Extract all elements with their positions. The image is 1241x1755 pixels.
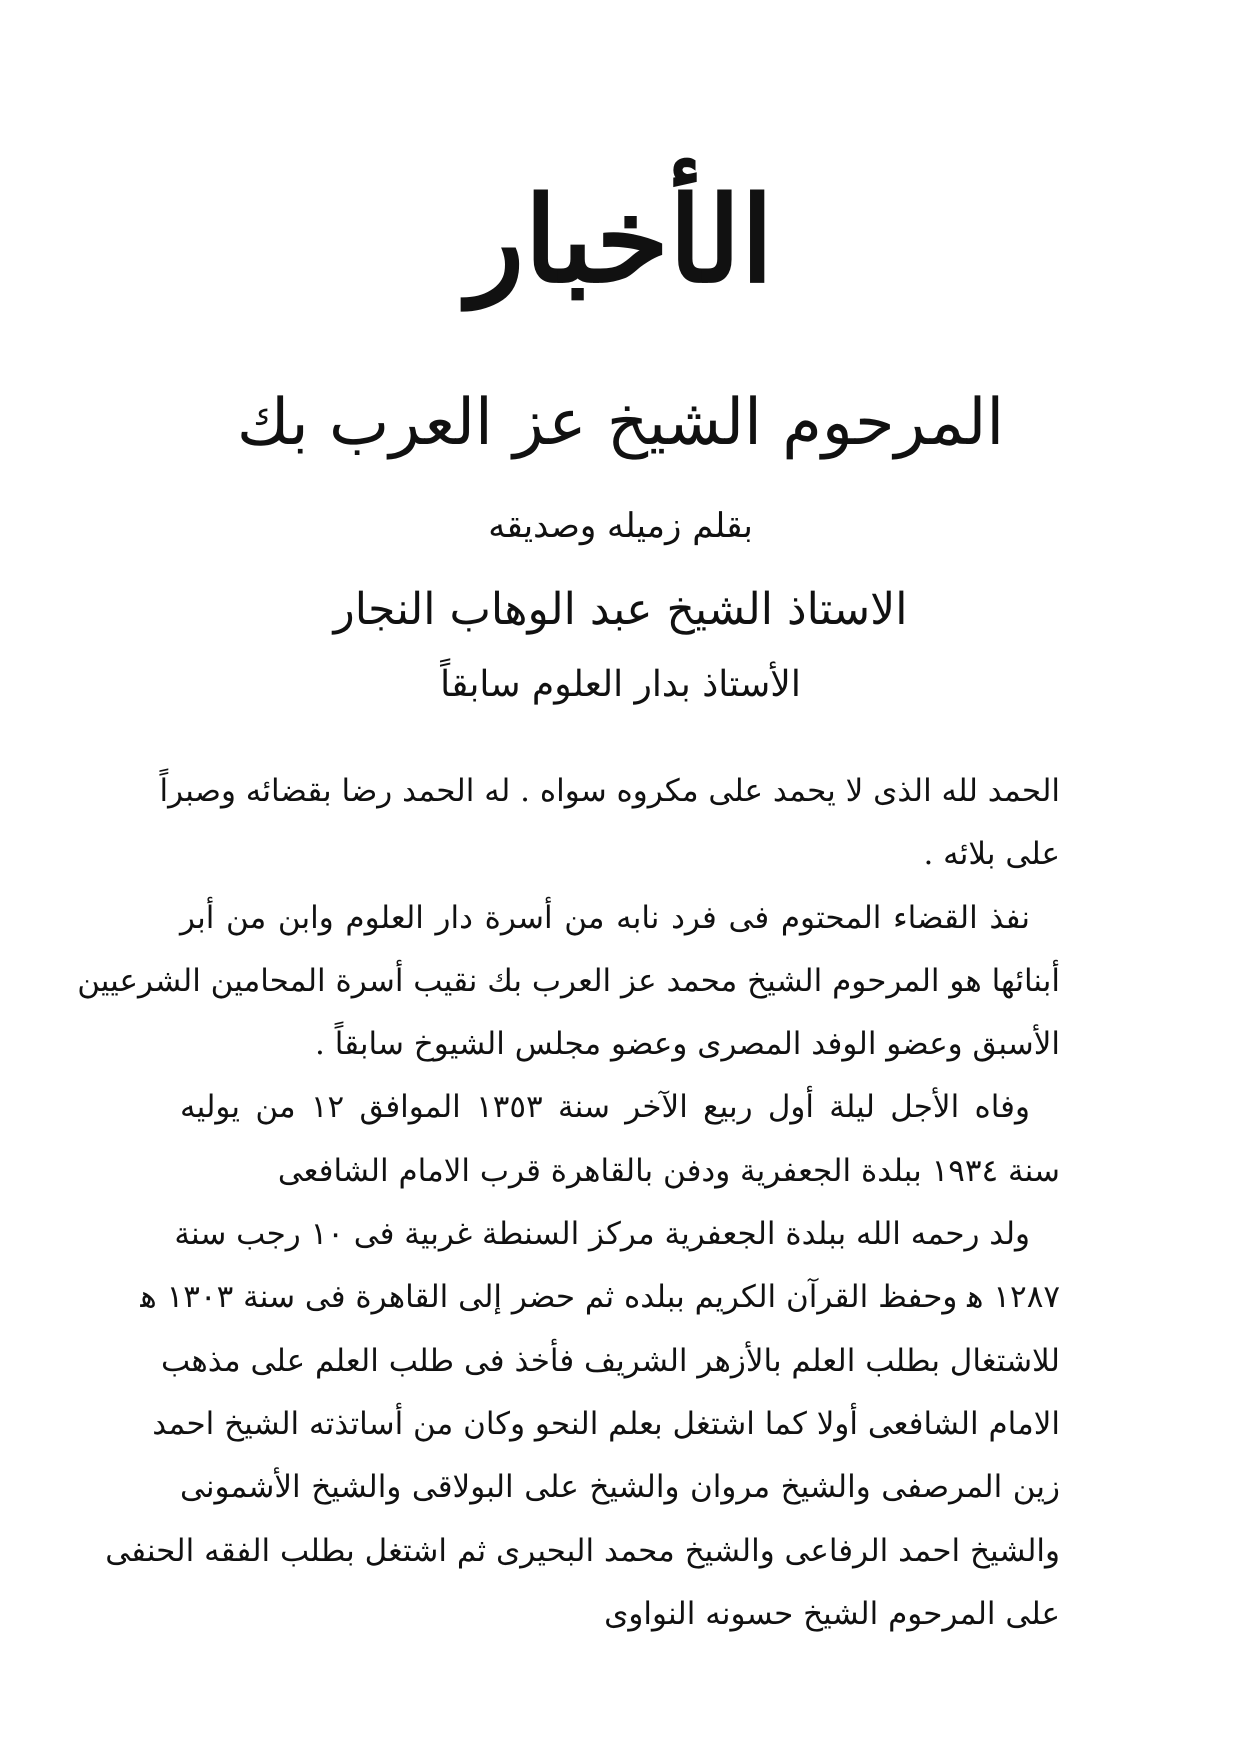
body-line: ولد رحمه الله ببلدة الجعفرية مركز السنطة غربية فى ١٠ رجب سنة <box>174 1216 1030 1253</box>
body-line: والشيخ احمد الرفاعى والشيخ محمد البحيرى ثم اشتغل بطلب الفقه الحنفى <box>105 1532 1060 1569</box>
body-line: على بلائه . <box>923 836 1060 873</box>
body-line: زين المرصفى والشيخ مروان والشيخ على البولاقى والشيخ الأشمونى <box>180 1469 1060 1506</box>
section-header-title: الأخبار <box>467 170 774 309</box>
body-line: ١٢٨٧ ﻫ وحفظ القرآن الكريم ببلده ثم حضر إلى القاهرة فى سنة ١٣٠٣ ﻫ <box>140 1279 1060 1316</box>
body-line: سنة ١٩٣٤ ببلدة الجعفرية ودفن بالقاهرة قرب الامام الشافعى <box>277 1152 1060 1189</box>
body-line: الامام الشافعى أولا كما اشتغل بعلم النحو وكان من أساتذته الشيخ احمد <box>152 1405 1060 1442</box>
body-text <box>77 760 1060 1646</box>
byline: بقلم زميله وصديقه <box>488 506 753 546</box>
body-line: الحمد لله الذى لا يحمد على مكروه سواه . له الحمد رضا بقضائه وصبراً <box>159 773 1060 809</box>
author-role: الأستاذ بدار العلوم سابقاً <box>440 664 801 705</box>
body-line: وفاه الأجل ليلة أول ربيع الآخر سنة ١٣٥٣ الموافق ١٢ من يوليه <box>180 1089 1030 1126</box>
body-line: أبنائها هو المرحوم الشيخ محمد عز العرب بك نقيب أسرة المحامين الشرعيين <box>77 962 1060 999</box>
body-line: نفذ القضاء المحتوم فى فرد نابه من أسرة دار العلوم وابن من أبر <box>180 899 1030 936</box>
body-line: على المرحوم الشيخ حسونه النواوى <box>604 1595 1060 1632</box>
body-line: للاشتغال بطلب العلم بالأزهر الشريف فأخذ فى طلب العلم على مذهب <box>160 1342 1060 1379</box>
author-name: الاستاذ الشيخ عبد الوهاب النجار <box>333 584 908 635</box>
obituary-title: المرحوم الشيخ عز العرب بك <box>236 386 1005 460</box>
body-line: الأسبق وعضو الوفد المصرى وعضو مجلس الشيوخ سابقاً . <box>315 1026 1060 1063</box>
